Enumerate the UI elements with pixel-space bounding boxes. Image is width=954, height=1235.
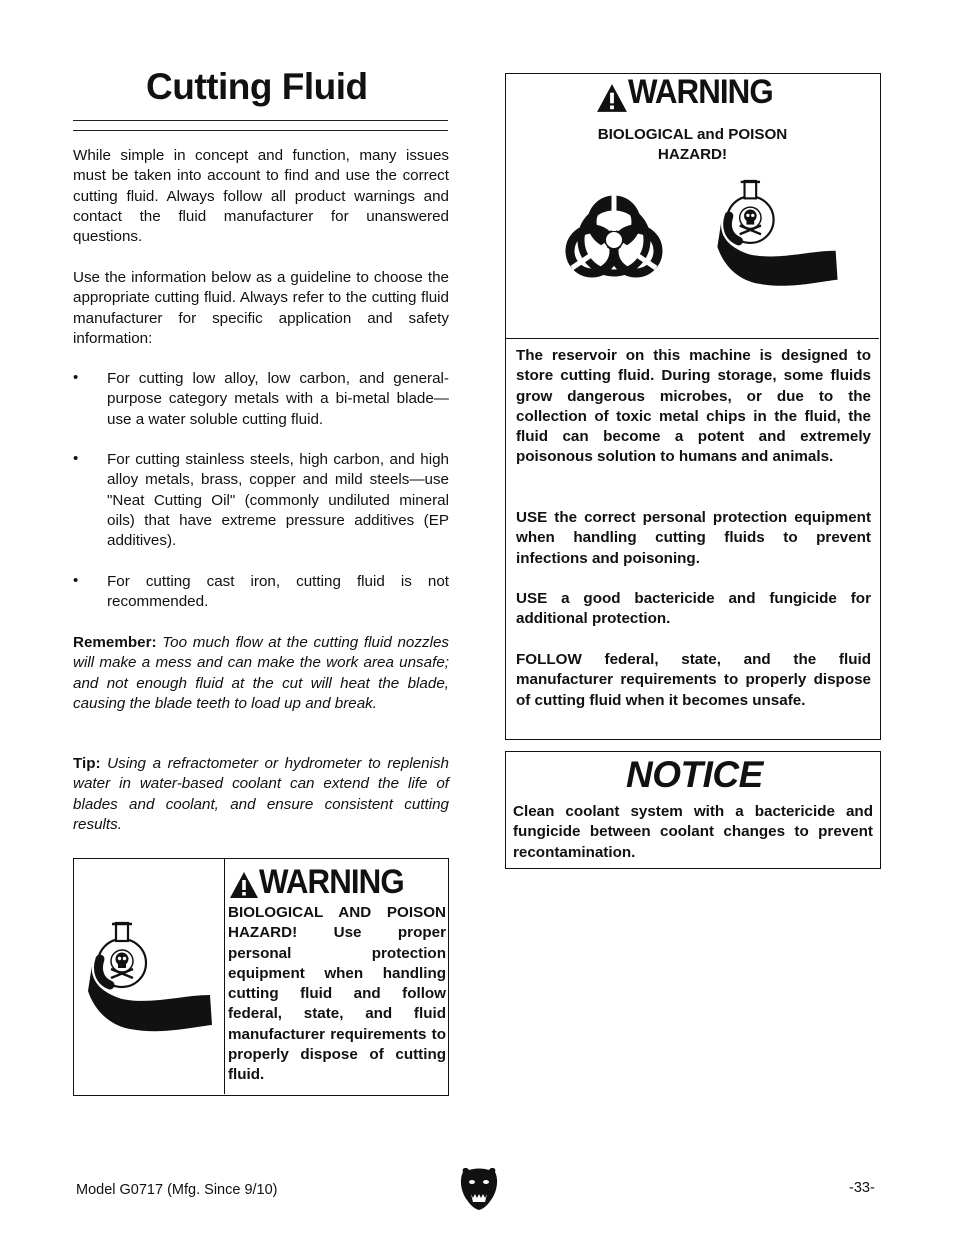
title-rule-bottom	[73, 130, 448, 131]
bullet-marker: •	[73, 572, 79, 589]
footer-model: Model G0717 (Mfg. Since 9/10)	[76, 1182, 278, 1198]
tip-text: Using a refractometer or hydrometer to replenish water in water-based coolant can extend the life of blades and coolant, and ensure consistent cutting results.	[73, 755, 449, 833]
warning-triangle-icon	[596, 82, 628, 114]
warning-title: WARNING	[628, 73, 773, 111]
title-rule-top	[73, 120, 448, 121]
warning-box-divider	[224, 859, 225, 1094]
warning-title: WARNING	[259, 863, 404, 901]
warning-subtitle	[506, 125, 879, 166]
notice-box	[505, 751, 881, 869]
warning-subtitle-line-2: HAZARD!	[657, 146, 728, 164]
bullet-item: For cutting stainless steels, high carbon, and high alloy metals, brass, copper and mild steels—use "Neat Cutting Oil" (commonly undiluted mineral oils) that have extreme pressure additives (EP additives).	[107, 451, 449, 550]
warning-triangle-icon	[229, 870, 259, 900]
intro-paragraph-2: Use the information below as a guideline to choose the appropriate cutting fluid. Always refer to the cutting fluid manufacturer for specific application and safety information:	[73, 269, 449, 347]
intro-paragraph-1: While simple in concept and function, many issues must be taken into account to find and use the correct cutting fluid. Always follow all product warnings and contact the fluid manufacturer for unanswered questions.	[73, 147, 449, 246]
warning-large-paragraph-4: FOLLOW federal, state, and the fluid manufacturer requirements to properly dispose of cutting fluid when it becomes unsafe.	[516, 651, 871, 709]
warning-subtitle-line-1: BIOLOGICAL and POISON	[597, 126, 788, 143]
warning-large-divider	[506, 338, 879, 339]
bullet-marker: •	[73, 450, 79, 467]
page-title: Cutting Fluid	[146, 66, 368, 107]
page-number: -33-	[849, 1180, 875, 1196]
warning-box-small	[73, 858, 449, 1096]
bullet-item: For cutting low alloy, low carbon, and general-purpose category metals with a bi-metal blade—use a water soluble cutting fluid.	[107, 370, 449, 428]
tip-paragraph	[73, 754, 449, 835]
bullet-marker: •	[73, 369, 79, 386]
bear-logo-icon	[459, 1166, 499, 1210]
warning-header-large	[596, 73, 806, 118]
bullet-item: For cutting cast iron, cutting fluid is not recommended.	[107, 573, 449, 611]
warning-large-paragraph-3: USE a good bactericide and fungicide for additional protection.	[516, 590, 871, 628]
remember-label: Remember:	[73, 634, 157, 651]
warning-header-small	[229, 863, 444, 905]
poison-flask-glove-icon	[698, 179, 856, 305]
tip-label: Tip:	[73, 755, 101, 772]
notice-text: Clean coolant system with a bactericide and fungicide between coolant changes to prevent recontamination.	[513, 803, 873, 861]
warning-large-paragraph-2: USE the correct personal protection equipment when handling cutting fluids to prevent infections and poisoning.	[516, 509, 871, 567]
warning-small-text: BIOLOGICAL AND POISON HAZARD! Use proper personal protection equipment when handling cutting fluid and follow federal, state, and fluid manufacturer requirements to properly dispose of cutting fluid.	[228, 904, 446, 1084]
remember-text: Too much flow at the cutting fluid nozzles will make a mess and can make the work area unsafe; and not enough fluid at the cut will heat the blade, causing the blade teeth to load up and break.	[73, 634, 449, 712]
poison-flask-glove-icon	[82, 921, 217, 1051]
warning-box-large	[505, 73, 881, 740]
warning-large-paragraph-1: The reservoir on this machine is designed to store cutting fluid. During storage, some fluids grow dangerous microbes, or due to the collection of toxic metal chips in the fluid, the fluid can become a potent and extremely poisonous solution to humans and animals.	[516, 347, 871, 466]
remember-paragraph	[73, 633, 449, 714]
notice-title: NOTICE	[626, 754, 763, 795]
biohazard-icon	[558, 184, 670, 288]
